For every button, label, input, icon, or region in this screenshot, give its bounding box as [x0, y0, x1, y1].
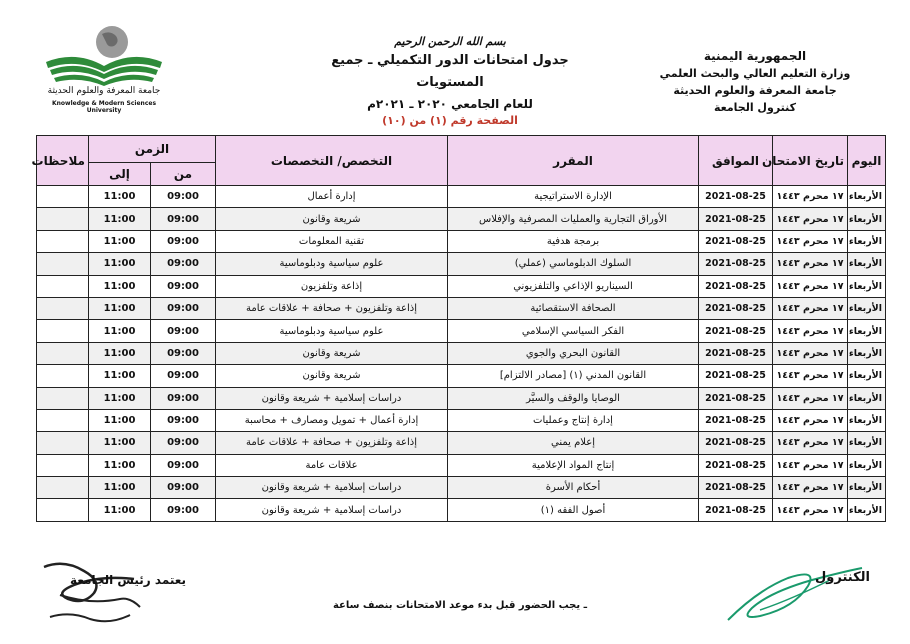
cell-time-from: 09:00 — [151, 365, 216, 387]
attendance-note: ـ يجب الحضور قبل بدء موعد الامتحانات بنصف ساعة — [332, 600, 588, 611]
cell-hijri-date: ١٧ محرم ١٤٤٣ — [773, 432, 848, 454]
cell-day: الأربعاء — [848, 230, 886, 252]
cell-course: أصول الفقه (١) — [448, 499, 699, 521]
cell-course: السيناريو الإذاعي والتلفزيوني — [448, 275, 699, 297]
cell-hijri-date: ١٧ محرم ١٤٤٣ — [773, 208, 848, 230]
cell-time-to: 11:00 — [89, 297, 151, 319]
cell-time-from: 09:00 — [151, 477, 216, 499]
cell-specialization: إذاعة وتلفزيون + صحافة + علاقات عامة — [216, 297, 448, 319]
header-day: اليوم — [848, 136, 886, 186]
table-row — [37, 432, 886, 454]
cell-gregorian-date: 2021-08-25 — [699, 230, 773, 252]
cell-gregorian-date: 2021-08-25 — [699, 208, 773, 230]
cell-notes — [37, 186, 89, 208]
table-row — [37, 365, 886, 387]
cell-hijri-date: ١٧ محرم ١٤٤٣ — [773, 186, 848, 208]
cell-time-from: 09:00 — [151, 253, 216, 275]
cell-gregorian-date: 2021-08-25 — [699, 186, 773, 208]
exam-schedule-table — [31, 135, 886, 522]
cell-time-from: 09:00 — [151, 499, 216, 521]
cell-notes — [37, 275, 89, 297]
table-row — [37, 477, 886, 499]
table-row — [37, 409, 886, 431]
logo-name-english: Knowledge & Modern Sciences University — [51, 100, 157, 114]
org-line-control: كنترول الجامعة — [713, 101, 797, 114]
cell-day: الأربعاء — [848, 499, 886, 521]
cell-time-to: 11:00 — [89, 253, 151, 275]
control-signature — [720, 550, 870, 634]
cell-time-to: 11:00 — [89, 275, 151, 297]
table-row — [37, 297, 886, 319]
cell-time-from: 09:00 — [151, 297, 216, 319]
academic-year: للعام الجامعي ٢٠٢٠ ـ ٢٠٢١م — [367, 97, 533, 111]
cell-hijri-date: ١٧ محرم ١٤٤٣ — [773, 342, 848, 364]
cell-day: الأربعاء — [848, 275, 886, 297]
cell-notes — [37, 477, 89, 499]
header-specialization: التخصص/ التخصصات — [216, 136, 448, 186]
table-row — [37, 208, 886, 230]
table-row — [37, 387, 886, 409]
cell-day: الأربعاء — [848, 387, 886, 409]
cell-hijri-date: ١٧ محرم ١٤٤٣ — [773, 499, 848, 521]
cell-course: الأوراق التجارية والعمليات المصرفية والإفلاس — [448, 208, 699, 230]
cell-specialization: علاقات عامة — [216, 454, 448, 476]
cell-time-to: 11:00 — [89, 454, 151, 476]
org-line-ministry: وزارة التعليم العالي والبحث العلمي — [659, 67, 851, 80]
cell-course: الفكر السياسي الإسلامي — [448, 320, 699, 342]
cell-specialization: إذاعة وتلفزيون + صحافة + علاقات عامة — [216, 432, 448, 454]
table-row — [37, 275, 886, 297]
header-course: المقرر — [448, 136, 699, 186]
cell-time-from: 09:00 — [151, 186, 216, 208]
cell-hijri-date: ١٧ محرم ١٤٤٣ — [773, 297, 848, 319]
table-row — [37, 230, 886, 252]
cell-gregorian-date: 2021-08-25 — [699, 432, 773, 454]
cell-hijri-date: ١٧ محرم ١٤٤٣ — [773, 253, 848, 275]
cell-gregorian-date: 2021-08-25 — [699, 477, 773, 499]
cell-specialization: شريعة وقانون — [216, 208, 448, 230]
cell-course: إدارة إنتاج وعمليات — [448, 409, 699, 431]
cell-notes — [37, 320, 89, 342]
control-label: الكنترول — [815, 570, 870, 585]
cell-day: الأربعاء — [848, 320, 886, 342]
cell-day: الأربعاء — [848, 253, 886, 275]
cell-notes — [37, 230, 89, 252]
table-row — [37, 186, 886, 208]
cell-specialization: شريعة وقانون — [216, 365, 448, 387]
cell-hijri-date: ١٧ محرم ١٤٤٣ — [773, 477, 848, 499]
cell-time-from: 09:00 — [151, 387, 216, 409]
header-from: من — [151, 163, 216, 186]
org-line-university: جامعة المعرفة والعلوم الحديثة — [673, 84, 837, 97]
cell-day: الأربعاء — [848, 342, 886, 364]
cell-notes — [37, 342, 89, 364]
cell-time-to: 11:00 — [89, 186, 151, 208]
cell-time-from: 09:00 — [151, 342, 216, 364]
cell-notes — [37, 409, 89, 431]
book-globe-icon — [40, 22, 168, 86]
cell-day: الأربعاء — [848, 477, 886, 499]
cell-time-from: 09:00 — [151, 409, 216, 431]
cell-time-from: 09:00 — [151, 320, 216, 342]
cell-notes — [37, 387, 89, 409]
cell-course: الصحافة الاستقصائية — [448, 297, 699, 319]
cell-hijri-date: ١٧ محرم ١٤٤٣ — [773, 320, 848, 342]
cell-time-to: 11:00 — [89, 208, 151, 230]
header-notes: ملاحظات — [37, 136, 89, 186]
cell-course: الوصايا والوقف والسيَّر — [448, 387, 699, 409]
cell-time-from: 09:00 — [151, 432, 216, 454]
cell-course: القانون المدني (١) [مصادر الالتزام] — [448, 365, 699, 387]
table-row — [37, 253, 886, 275]
cell-specialization: علوم سياسية ودبلوماسية — [216, 253, 448, 275]
cell-notes — [37, 499, 89, 521]
organization-block — [640, 48, 870, 116]
cell-time-to: 11:00 — [89, 477, 151, 499]
cell-day: الأربعاء — [848, 297, 886, 319]
logo-name-arabic: جامعة المعرفة والعلوم الحديثة — [47, 86, 161, 96]
cell-day: الأربعاء — [848, 454, 886, 476]
header-time: الزمن — [89, 136, 216, 163]
cell-time-from: 09:00 — [151, 454, 216, 476]
table-row — [37, 499, 886, 521]
cell-day: الأربعاء — [848, 409, 886, 431]
cell-specialization: دراسات إسلامية + شريعة وقانون — [216, 477, 448, 499]
cell-notes — [37, 454, 89, 476]
cell-time-to: 11:00 — [89, 365, 151, 387]
document-title: جدول امتحانات الدور التكميلي ـ جميع المستويات — [331, 53, 569, 90]
cell-specialization: علوم سياسية ودبلوماسية — [216, 320, 448, 342]
table-row — [37, 320, 886, 342]
cell-gregorian-date: 2021-08-25 — [699, 275, 773, 297]
cell-notes — [37, 208, 89, 230]
cell-specialization: تقنية المعلومات — [216, 230, 448, 252]
cell-gregorian-date: 2021-08-25 — [699, 297, 773, 319]
cell-time-to: 11:00 — [89, 409, 151, 431]
cell-time-from: 09:00 — [151, 230, 216, 252]
document-header — [300, 34, 600, 128]
cell-gregorian-date: 2021-08-25 — [699, 499, 773, 521]
table-row — [37, 454, 886, 476]
cell-gregorian-date: 2021-08-25 — [699, 365, 773, 387]
cell-specialization: إدارة أعمال — [216, 186, 448, 208]
cell-gregorian-date: 2021-08-25 — [699, 409, 773, 431]
cell-course: برمجة هدفية — [448, 230, 699, 252]
cell-notes — [37, 365, 89, 387]
cell-day: الأربعاء — [848, 365, 886, 387]
cell-time-to: 11:00 — [89, 320, 151, 342]
cell-specialization: إذاعة وتلفزيون — [216, 275, 448, 297]
cell-hijri-date: ١٧ محرم ١٤٤٣ — [773, 275, 848, 297]
cell-course: أحكام الأسرة — [448, 477, 699, 499]
cell-hijri-date: ١٧ محرم ١٤٤٣ — [773, 454, 848, 476]
cell-notes — [37, 432, 89, 454]
cell-day: الأربعاء — [848, 432, 886, 454]
header-to: إلى — [89, 163, 151, 186]
cell-specialization: دراسات إسلامية + شريعة وقانون — [216, 499, 448, 521]
cell-gregorian-date: 2021-08-25 — [699, 320, 773, 342]
cell-gregorian-date: 2021-08-25 — [699, 342, 773, 364]
cell-course: الإدارة الاستراتيجية — [448, 186, 699, 208]
cell-day: الأربعاء — [848, 186, 886, 208]
cell-hijri-date: ١٧ محرم ١٤٤٣ — [773, 409, 848, 431]
cell-specialization: دراسات إسلامية + شريعة وقانون — [216, 387, 448, 409]
table-row — [37, 342, 886, 364]
cell-hijri-date: ١٧ محرم ١٤٤٣ — [773, 365, 848, 387]
cell-gregorian-date: 2021-08-25 — [699, 253, 773, 275]
cell-time-to: 11:00 — [89, 432, 151, 454]
cell-hijri-date: ١٧ محرم ١٤٤٣ — [773, 387, 848, 409]
cell-notes — [37, 297, 89, 319]
cell-gregorian-date: 2021-08-25 — [699, 454, 773, 476]
cell-notes — [37, 253, 89, 275]
cell-course: السلوك الدبلوماسي (عملي) — [448, 253, 699, 275]
cell-course: إعلام يمني — [448, 432, 699, 454]
cell-specialization: إدارة أعمال + تمويل ومصارف + محاسبة — [216, 409, 448, 431]
cell-course: إنتاج المواد الإعلامية — [448, 454, 699, 476]
cell-specialization: شريعة وقانون — [216, 342, 448, 364]
cell-course: القانون البحري والجوي — [448, 342, 699, 364]
approval-label: يعتمد رئيس الجامعة — [70, 573, 187, 587]
header-exam-date: تاريخ الامتحان — [773, 136, 848, 186]
cell-time-to: 11:00 — [89, 342, 151, 364]
header-corresponding: الموافق — [699, 136, 773, 186]
president-signature — [40, 555, 150, 644]
basmala: بسم الله الرحمن الرحيم — [394, 35, 506, 48]
cell-time-to: 11:00 — [89, 499, 151, 521]
university-logo — [40, 22, 168, 118]
page-number: الصفحة رقم (١) من (١٠) — [382, 114, 518, 127]
cell-day: الأربعاء — [848, 208, 886, 230]
cell-time-from: 09:00 — [151, 275, 216, 297]
cell-hijri-date: ١٧ محرم ١٤٤٣ — [773, 230, 848, 252]
cell-gregorian-date: 2021-08-25 — [699, 387, 773, 409]
cell-time-from: 09:00 — [151, 208, 216, 230]
cell-time-to: 11:00 — [89, 387, 151, 409]
cell-time-to: 11:00 — [89, 230, 151, 252]
org-line-country: الجمهورية اليمنية — [703, 49, 807, 63]
